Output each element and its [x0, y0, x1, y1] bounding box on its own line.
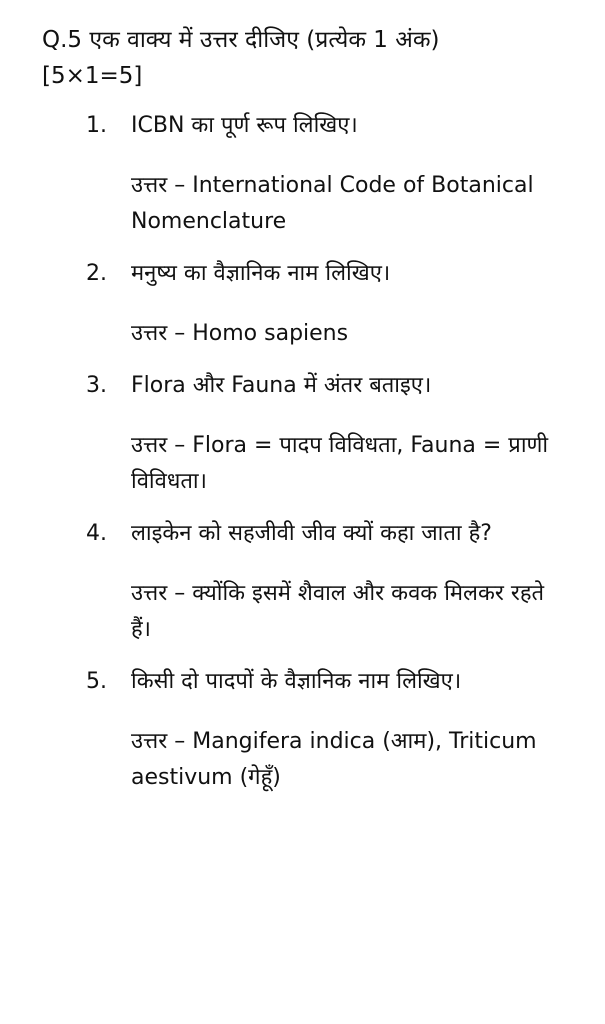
question-item-5	[42, 664, 583, 796]
question-item-3	[42, 368, 583, 500]
answer-text: उत्तर – Homo sapiens	[131, 321, 349, 346]
question-number: 4.	[86, 521, 107, 546]
question-text: ICBN का पूर्ण रूप लिखिए।	[131, 113, 358, 138]
question-list	[42, 108, 583, 796]
answer-text: उत्तर – Mangifera indica (आम), Triticum aestivum (गेहूँ)	[131, 729, 537, 790]
question-number: 1.	[86, 113, 107, 138]
answer-text: उत्तर – International Code of Botanical Nomenclature	[131, 173, 534, 234]
question-item-2	[42, 256, 583, 352]
question-number: 2.	[86, 261, 107, 286]
question-item-1	[42, 108, 583, 240]
question-item-4	[42, 516, 583, 648]
answer-text: उत्तर – Flora = पादप विविधता, Fauna = प्राणी विविधता।	[131, 433, 549, 494]
question-number: 5.	[86, 669, 107, 694]
question-text: मनुष्य का वैज्ञानिक नाम लिखिए।	[131, 261, 391, 286]
question-number: 3.	[86, 373, 107, 398]
section-heading	[42, 22, 583, 94]
question-text: किसी दो पादपों के वैज्ञानिक नाम लिखिए।	[131, 669, 462, 694]
question-text: लाइकेन को सहजीवी जीव क्यों कहा जाता है?	[131, 521, 492, 546]
section-title: Q.5 एक वाक्य में उत्तर दीजिए (प्रत्येक 1 अंक)	[42, 27, 440, 53]
answer-text: उत्तर – क्योंकि इसमें शैवाल और कवक मिलकर रहते हैं।	[131, 581, 545, 642]
question-text: Flora और Fauna में अंतर बताइए।	[131, 373, 432, 398]
marks-scheme: [5×1=5]	[42, 63, 143, 89]
